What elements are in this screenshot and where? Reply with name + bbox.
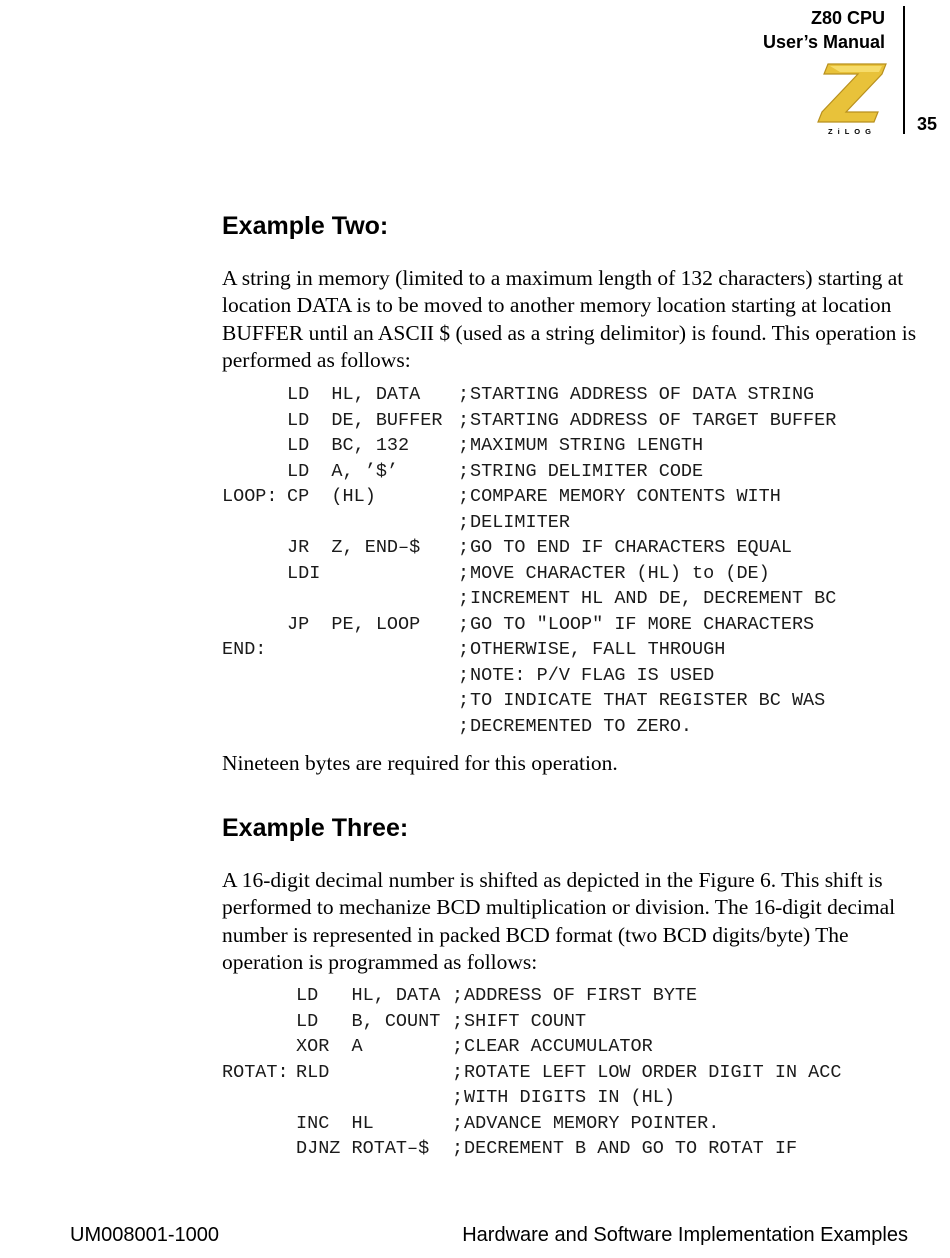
code-instruction: LD BC, 132 (287, 435, 410, 456)
page-number: 35 (917, 114, 938, 134)
code-line (222, 716, 922, 742)
code-comment: GO TO "LOOP" IF MORE CHARACTERS (470, 613, 815, 635)
comment-separator: ; (458, 460, 470, 482)
comment-separator: ; (458, 690, 470, 711)
code-line (222, 665, 922, 691)
code-instruction: LD HL, DATA (287, 384, 421, 405)
code-line (222, 639, 922, 665)
code-instruction: DJNZ ROTAT–$ (296, 1138, 430, 1159)
code-comment: STRING DELIMITER CODE (470, 460, 704, 482)
code-instruction: INC HL (296, 1112, 374, 1134)
header-rule (903, 6, 905, 134)
footer-section-title: Hardware and Software Implementation Examples (462, 1224, 908, 1246)
comment-separator: ; (458, 664, 470, 686)
comment-separator: ; (458, 435, 470, 456)
code-line (222, 486, 922, 512)
code-instruction: LDI (287, 562, 321, 584)
code-instruction: RLD (296, 1061, 330, 1083)
code-instruction: LD DE, BUFFER (287, 409, 443, 431)
example-two-outro: Nineteen bytes are required for this operation. (222, 751, 618, 775)
code-line (222, 1113, 922, 1139)
code-comment: STARTING ADDRESS OF DATA STRING (470, 384, 815, 405)
code-line (222, 588, 922, 614)
code-comment: CLEAR ACCUMULATOR (464, 1036, 653, 1057)
code-line (222, 1062, 922, 1088)
code-line (222, 537, 922, 563)
manual-title (763, 6, 885, 54)
comment-separator: ; (452, 1138, 464, 1159)
code-comment: WITH DIGITS IN (HL) (464, 1087, 675, 1108)
code-line (222, 435, 922, 461)
comment-separator: ; (452, 1087, 464, 1108)
comment-separator: ; (458, 537, 470, 558)
code-line (222, 1138, 922, 1164)
logo-wordmark: ZiLOG (828, 127, 876, 136)
comment-separator: ; (452, 1061, 464, 1083)
comment-separator: ; (452, 985, 464, 1006)
code-line (222, 512, 922, 538)
comment-separator: ; (458, 384, 470, 405)
comment-separator: ; (458, 639, 470, 660)
comment-separator: ; (458, 486, 470, 507)
comment-separator: ; (458, 562, 470, 584)
code-line (222, 690, 922, 716)
code-comment: ADVANCE MEMORY POINTER. (464, 1112, 720, 1134)
code-line (222, 985, 922, 1011)
code-comment: OTHERWISE, FALL THROUGH (470, 639, 726, 660)
code-instruction: CP (HL) (287, 486, 376, 507)
zilog-logo (816, 60, 888, 136)
code-instruction: LD B, COUNT (296, 1010, 441, 1032)
comment-separator: ; (458, 511, 470, 533)
code-comment: MOVE CHARACTER (HL) to (DE) (470, 562, 770, 584)
manual-title-line2: User’s Manual (762, 32, 885, 52)
example-two-intro: A string in memory (limited to a maximum length of 132 characters) starting at location DATA is to be moved to another memory location starting at location BUFFER until an ASCII $ (used as a string delimitor) is found. This operation is performed as follows: (222, 266, 917, 372)
code-comment: MAXIMUM STRING LENGTH (470, 435, 704, 456)
code-comment: DELIMITER (470, 511, 570, 533)
code-instruction: LD A, ’$’ (287, 460, 399, 482)
comment-separator: ; (452, 1112, 464, 1134)
footer-doc-id: UM008001-1000 (70, 1224, 219, 1246)
code-comment: GO TO END IF CHARACTERS EQUAL (470, 537, 792, 558)
code-comment: TO INDICATE THAT REGISTER BC WAS (470, 690, 826, 711)
code-line (222, 1036, 922, 1062)
comment-separator: ; (458, 588, 470, 609)
code-label: END: (222, 639, 267, 660)
code-instruction: JP PE, LOOP (287, 613, 421, 635)
code-line (222, 461, 922, 487)
code-comment: NOTE: P/V FLAG IS USED (470, 664, 715, 686)
manual-title-line1: Z80 CPU (810, 8, 885, 28)
comment-separator: ; (458, 715, 470, 737)
comment-separator: ; (452, 1010, 464, 1032)
comment-separator: ; (458, 409, 470, 431)
example-three-intro: A 16-digit decimal number is shifted as depicted in the Figure 6. This shift is performed to mechanize BCD multiplication or division. The 16-digit decimal number is represented in packed BCD format (two BCD digits/byte) The operation is programmed as follows: (222, 868, 896, 974)
code-line (222, 384, 922, 410)
code-label: LOOP: (222, 486, 278, 507)
code-comment: ADDRESS OF FIRST BYTE (464, 985, 698, 1006)
code-line (222, 1011, 922, 1037)
code-instruction: XOR A (296, 1036, 363, 1057)
example-two-heading: Example Two: (222, 212, 389, 240)
code-comment: STARTING ADDRESS OF TARGET BUFFER (470, 409, 837, 431)
code-line (222, 563, 922, 589)
code-label: ROTAT: (222, 1061, 289, 1083)
code-instruction: JR Z, END–$ (287, 537, 421, 558)
comment-separator: ; (452, 1036, 464, 1057)
code-line (222, 410, 922, 436)
code-comment: INCREMENT HL AND DE, DECREMENT BC (470, 588, 837, 609)
code-comment: DECREMENTED TO ZERO. (470, 715, 693, 737)
code-instruction: LD HL, DATA (296, 985, 441, 1006)
code-comment: SHIFT COUNT (464, 1010, 587, 1032)
example-three-heading: Example Three: (222, 814, 409, 842)
code-comment: COMPARE MEMORY CONTENTS WITH (470, 486, 781, 507)
code-comment: DECREMENT B AND GO TO ROTAT IF (464, 1138, 798, 1159)
code-line (222, 614, 922, 640)
comment-separator: ; (458, 613, 470, 635)
code-comment: ROTATE LEFT LOW ORDER DIGIT IN ACC (464, 1061, 842, 1083)
code-line (222, 1087, 922, 1113)
